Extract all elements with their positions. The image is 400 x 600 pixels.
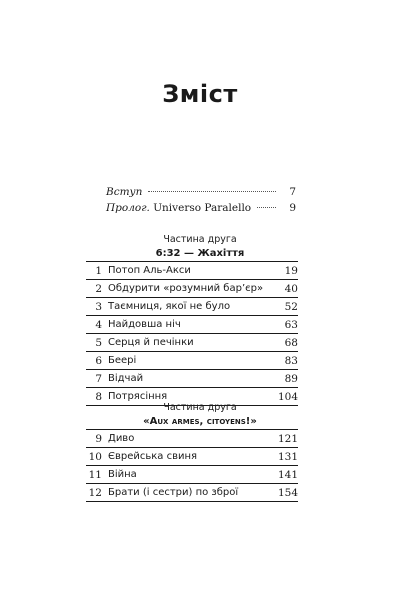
chapter-number: 6 — [95, 354, 102, 367]
chapter-title: Єврейська свиня — [108, 451, 198, 462]
chapter-number: 5 — [95, 336, 102, 349]
chapter-number: 2 — [95, 282, 102, 295]
page-number: 131 — [277, 450, 298, 463]
page-number: 68 — [284, 336, 298, 349]
chapter-list-part-1 — [86, 261, 298, 406]
chapter-title: Беері — [108, 355, 137, 366]
chapter-number: 7 — [95, 372, 102, 385]
chapter-row[interactable] — [86, 448, 298, 466]
page-number: 104 — [277, 390, 298, 403]
chapter-number: 4 — [95, 318, 102, 331]
part-label: Частина друга — [163, 402, 237, 413]
chapter-row[interactable] — [86, 466, 298, 484]
page-title: Зміст — [162, 80, 238, 108]
page-number: 9 — [289, 202, 296, 214]
page-number: 7 — [289, 186, 296, 198]
intro-label: Пролог. Universo Paralello — [106, 202, 252, 214]
chapter-title: Обдурити «розумний бар’єр» — [108, 283, 264, 294]
page-number: 121 — [277, 432, 298, 445]
chapter-number: 8 — [95, 390, 102, 403]
chapter-title: Таємниця, якої не було — [108, 301, 231, 312]
chapter-row[interactable] — [86, 298, 298, 316]
chapter-number: 1 — [95, 264, 102, 277]
dot-leader — [148, 191, 276, 192]
chapter-title: Відчай — [108, 373, 144, 384]
page-number: 63 — [284, 318, 298, 331]
dot-leader — [257, 207, 276, 208]
page-number: 40 — [284, 282, 298, 295]
page-number: 154 — [277, 486, 298, 499]
chapter-title: Найдовша ніч — [108, 319, 181, 330]
page-number: 141 — [277, 468, 298, 481]
chapter-row[interactable] — [86, 280, 298, 298]
chapter-number: 3 — [95, 300, 102, 313]
part-title: «Aux armes, citoyens!» — [143, 416, 257, 427]
page-number: 52 — [284, 300, 298, 313]
chapter-row[interactable] — [86, 352, 298, 370]
part-heading-2 — [0, 402, 400, 427]
chapter-row[interactable] — [86, 370, 298, 388]
chapter-row[interactable] — [86, 484, 298, 502]
chapter-row[interactable] — [86, 316, 298, 334]
chapter-title: Серця й печінки — [108, 337, 194, 348]
page-number: 89 — [284, 372, 298, 385]
page-number: 19 — [284, 264, 298, 277]
chapter-title: Диво — [108, 433, 135, 444]
chapter-number: 12 — [88, 486, 102, 499]
chapter-title: Потоп Аль-Акси — [108, 265, 191, 276]
intro-item-vstup[interactable] — [106, 186, 296, 202]
chapter-list-part-2 — [86, 429, 298, 502]
part-label: Частина друга — [163, 234, 237, 245]
intro-item-prolog[interactable] — [106, 202, 296, 218]
intro-label: Вступ — [106, 186, 143, 198]
chapter-number: 11 — [88, 468, 102, 481]
chapter-row[interactable] — [86, 334, 298, 352]
chapter-title: Брати (і сестри) по зброї — [108, 487, 239, 498]
chapter-title: Потрясіння — [108, 391, 168, 402]
chapter-number: 9 — [95, 432, 102, 445]
page-number: 83 — [284, 354, 298, 367]
part-title: 6:32 — Жахіття — [155, 248, 245, 259]
chapter-number: 10 — [88, 450, 102, 463]
intro-list — [106, 186, 296, 218]
chapter-row[interactable] — [86, 430, 298, 448]
part-heading-1 — [0, 234, 400, 259]
chapter-title: Війна — [108, 469, 137, 480]
chapter-row[interactable] — [86, 262, 298, 280]
